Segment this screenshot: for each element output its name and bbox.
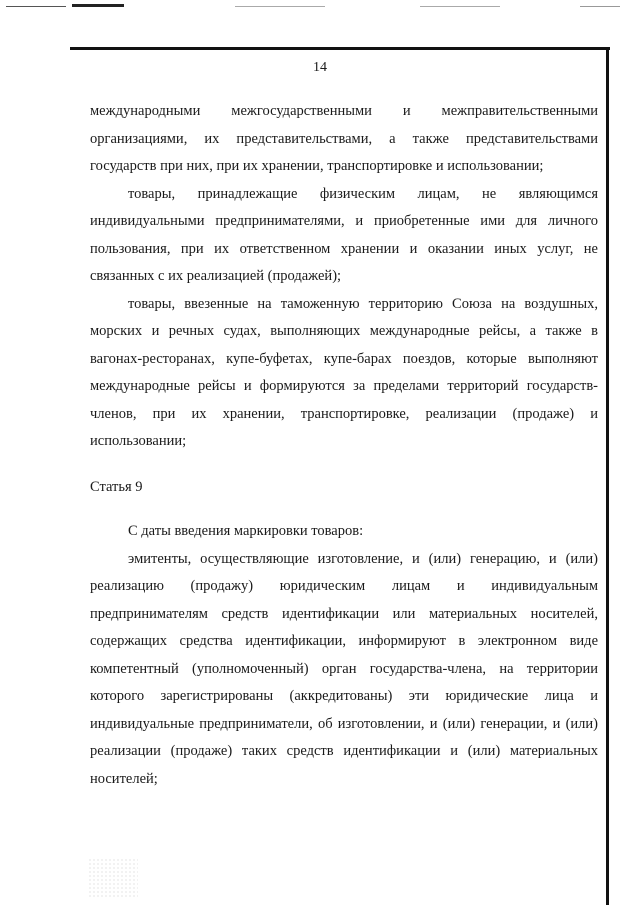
document-body (90, 98, 598, 793)
page-number: 14 (313, 60, 327, 75)
page-border-right (606, 47, 609, 905)
article-heading: Статья 9 (90, 478, 143, 495)
scan-artifacts (0, 0, 640, 22)
paragraph: международными межгосударственными и межправительственными организациями, их представительствами, а также представительствами государств при них, при их хранении, транспортировке и использовании; (90, 103, 598, 174)
paragraph: эмитенты, осуществляющие изготовление, и (или) генерацию, и (или) реализацию (продажу) юридическим лицам и индивидуальным предпринимателям средств идентификации или материальных носителей, содержащих средства идентификации, информируют в электронном виде компетентный (уполномоченный) орган государства-члена, на территории которого зарегистрированы (аккредитованы) эти юридические лица и индивидуальные предприниматели, об изготовлении, и (или) генерации, и (или) реализации (продаже) таких средств идентификации и (или) материальных носителей; (90, 550, 598, 787)
article-intro: С даты введения маркировки товаров: (128, 523, 364, 539)
scan-noise (88, 858, 138, 898)
paragraph: товары, ввезенные на таможенную территорию Союза на воздушных, морских и речных судах, выполняющих международные рейсы, а также в вагонах-ресторанах, купе-буфетах, купе-барах поездов, которые выполняют международные рейсы и формируются за пределами территорий государств-членов, при их хранении, транспортировке, реализации (продаже) и использовании; (90, 295, 598, 449)
page-border-top (70, 47, 610, 50)
paragraph: товары, принадлежащие физическим лицам, не являющимся индивидуальными предпринимателями, и приобретенные ими для личного пользования, при их ответственном хранении и оказании иных услуг, не связанных с их реализацией (продажей); (90, 185, 598, 284)
